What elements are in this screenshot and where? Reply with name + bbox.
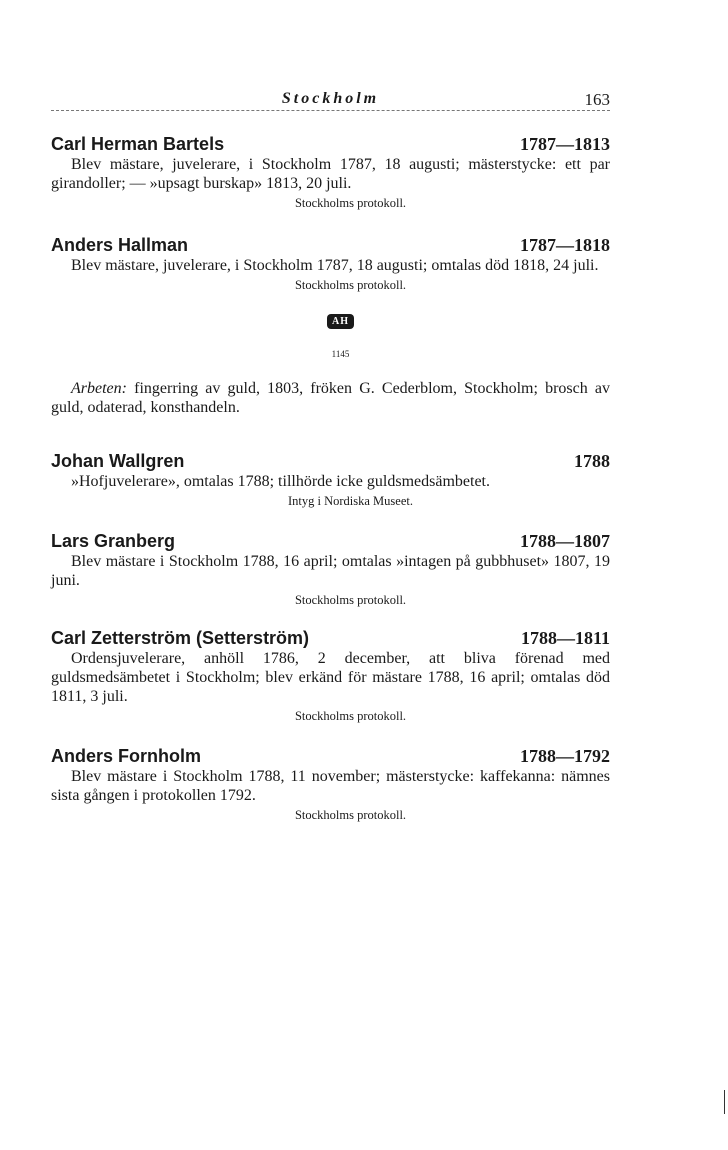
entry-text: Blev mästare i Stockholm 1788, 11 november; mästerstycke: kaffekanna: nämnes sista gången i protokollen 1792. bbox=[51, 768, 610, 804]
entry-source: Intyg i Nordiska Museet. bbox=[288, 494, 413, 508]
entry-source: Stockholms protokoll. bbox=[294, 593, 407, 607]
entry-source: Stockholms protokoll. bbox=[294, 709, 407, 723]
entry-name: Carl Zetterström (Setterström) bbox=[51, 628, 310, 648]
entry-years: 1788—1811 bbox=[520, 628, 610, 648]
page-number: 163 bbox=[584, 90, 610, 109]
entry-years: 1788—1792 bbox=[520, 746, 610, 766]
entry-name: Anders Fornholm bbox=[51, 746, 202, 766]
entry-text: Blev mästare i Stockholm 1788, 16 april; omtalas »intagen på gubbhuset» 1807, 19 juni. bbox=[51, 553, 610, 589]
entry-heading bbox=[51, 746, 610, 767]
entry-source: Stockholms protokoll. bbox=[294, 808, 407, 822]
hallmark-stamp: AH bbox=[327, 314, 354, 329]
entry-anders-fornholm bbox=[51, 746, 610, 823]
entry-years: 1788—1807 bbox=[520, 531, 610, 551]
works-label: Arbeten: bbox=[71, 380, 127, 397]
entry-source: Stockholms protokoll. bbox=[294, 278, 407, 292]
entry-anders-hallman bbox=[51, 235, 610, 417]
entry-heading bbox=[51, 235, 610, 256]
entry-johan-wallgren bbox=[51, 451, 610, 509]
works-list: fingerring av guld, 1803, fröken G. Cederblom, Stockholm; brosch av guld, odaterad, konsthandeln. bbox=[51, 380, 610, 416]
entry-heading bbox=[51, 134, 610, 155]
entry-heading bbox=[51, 531, 610, 552]
works-text bbox=[51, 379, 610, 417]
entry-years: 1788 bbox=[574, 451, 610, 471]
entry-carl-herman-bartels bbox=[51, 134, 610, 211]
entry-name: Lars Granberg bbox=[51, 531, 176, 551]
entry-years: 1787—1818 bbox=[520, 235, 610, 255]
entry-carl-zetterstrom bbox=[51, 628, 610, 724]
entry-heading bbox=[51, 451, 610, 472]
entry-years: 1787—1813 bbox=[520, 134, 610, 154]
page-edge-mark bbox=[724, 1090, 725, 1114]
entry-heading bbox=[51, 628, 610, 649]
book-page bbox=[51, 86, 610, 823]
entry-source: Stockholms protokoll. bbox=[294, 196, 407, 210]
entry-text: »Hofjuvelerare», omtalas 1788; tillhörde icke guldsmedsämbetet. bbox=[71, 473, 490, 490]
mark-number: 1145 bbox=[331, 349, 350, 359]
entry-name: Anders Hallman bbox=[51, 235, 189, 255]
entry-text: Ordensjuvelerare, anhöll 1786, 2 december, att bliva förenad med guldsmedsämbetet i Stockholm; blev erkänd för mästare 1788, 16 april; omtalas död 1811, 3 juli. bbox=[51, 650, 610, 705]
entry-lars-granberg bbox=[51, 531, 610, 608]
running-title: Stockholm bbox=[281, 90, 380, 107]
hallmark-wrap bbox=[51, 311, 610, 329]
entry-name: Carl Herman Bartels bbox=[51, 134, 225, 154]
entry-text: Blev mästare, juvelerare, i Stockholm 1787, 18 augusti; mästerstycke: ett par girandoller; — »upsagt burskap» 1813, 20 juli. bbox=[51, 156, 610, 192]
entry-text: Blev mästare, juvelerare, i Stockholm 1787, 18 augusti; omtalas död 1818, 24 juli. bbox=[71, 257, 599, 274]
entry-name: Johan Wallgren bbox=[51, 451, 185, 471]
running-head bbox=[51, 86, 610, 111]
